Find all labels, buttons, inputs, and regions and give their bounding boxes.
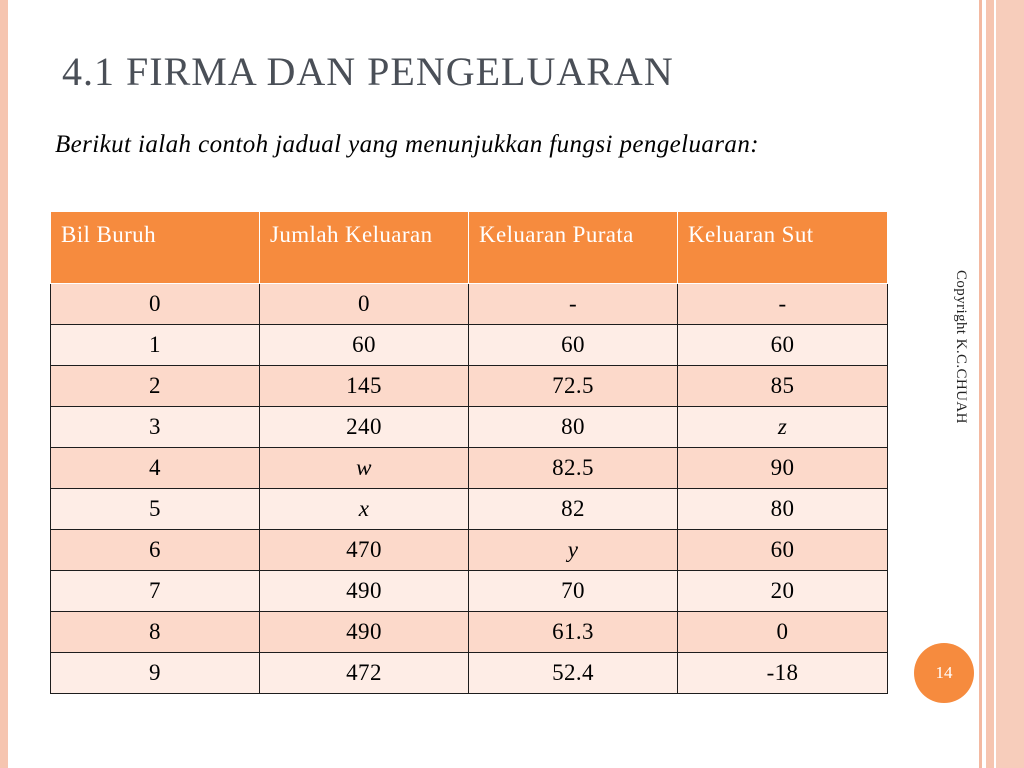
table-cell: 60	[678, 530, 888, 571]
table-row	[51, 612, 888, 653]
left-border	[0, 0, 8, 768]
table-cell: 145	[260, 366, 469, 407]
table-cell: 20	[678, 571, 888, 612]
table-cell: 240	[260, 407, 469, 448]
table-cell: 6	[51, 530, 260, 571]
table-cell: -	[678, 284, 888, 325]
table-cell-variable: w	[260, 448, 469, 489]
table-cell: 4	[51, 448, 260, 489]
table-cell-variable: y	[469, 530, 678, 571]
table-row	[51, 653, 888, 694]
table-cell: 90	[678, 448, 888, 489]
right-border-edge	[996, 0, 1024, 768]
page-number: 14	[935, 663, 953, 682]
page-number-badge	[914, 643, 974, 703]
table-cell: 5	[51, 489, 260, 530]
table-cell: 3	[51, 407, 260, 448]
table-cell-variable: z	[678, 407, 888, 448]
slide-title: 4.1 FIRMA DAN PENGELUARAN	[62, 49, 674, 94]
production-table	[50, 211, 888, 694]
table-cell: 8	[51, 612, 260, 653]
table-cell: 0	[260, 284, 469, 325]
copyright-notice: Copyright K.C.CHUAH	[953, 270, 969, 424]
header-keluaran-sut: Keluaran Sut	[678, 212, 888, 284]
slide-subtitle: Berikut ialah contoh jadual yang menunjukkan fungsi pengeluaran:	[55, 131, 759, 158]
table-cell: 60	[678, 325, 888, 366]
table-row	[51, 284, 888, 325]
table-cell-variable: x	[260, 489, 469, 530]
table-cell: 470	[260, 530, 469, 571]
table-cell: 1	[51, 325, 260, 366]
table-cell: 2	[51, 366, 260, 407]
table-cell: 7	[51, 571, 260, 612]
table-cell: 82.5	[469, 448, 678, 489]
table-row	[51, 366, 888, 407]
table-cell: 60	[260, 325, 469, 366]
header-keluaran-purata: Keluaran Purata	[469, 212, 678, 284]
table-cell: 490	[260, 612, 469, 653]
table-cell: 70	[469, 571, 678, 612]
header-jumlah-keluaran: Jumlah Keluaran	[260, 212, 469, 284]
table-cell: 80	[469, 407, 678, 448]
table-cell: -	[469, 284, 678, 325]
table-cell: 72.5	[469, 366, 678, 407]
right-border-band	[986, 0, 994, 768]
table-cell: 61.3	[469, 612, 678, 653]
header-bil-buruh: Bil Buruh	[51, 212, 260, 284]
table-row	[51, 325, 888, 366]
table-row	[51, 448, 888, 489]
table-cell: 490	[260, 571, 469, 612]
table-cell: 472	[260, 653, 469, 694]
table-cell: 52.4	[469, 653, 678, 694]
table-header-row	[51, 212, 888, 284]
table-cell: -18	[678, 653, 888, 694]
table-cell: 0	[51, 284, 260, 325]
table-cell: 60	[469, 325, 678, 366]
right-border-line	[979, 0, 982, 768]
table-cell: 9	[51, 653, 260, 694]
table-cell: 85	[678, 366, 888, 407]
table-row	[51, 571, 888, 612]
table-row	[51, 407, 888, 448]
table-cell: 82	[469, 489, 678, 530]
table-row	[51, 489, 888, 530]
table-cell: 80	[678, 489, 888, 530]
table-cell: 0	[678, 612, 888, 653]
table-row	[51, 530, 888, 571]
